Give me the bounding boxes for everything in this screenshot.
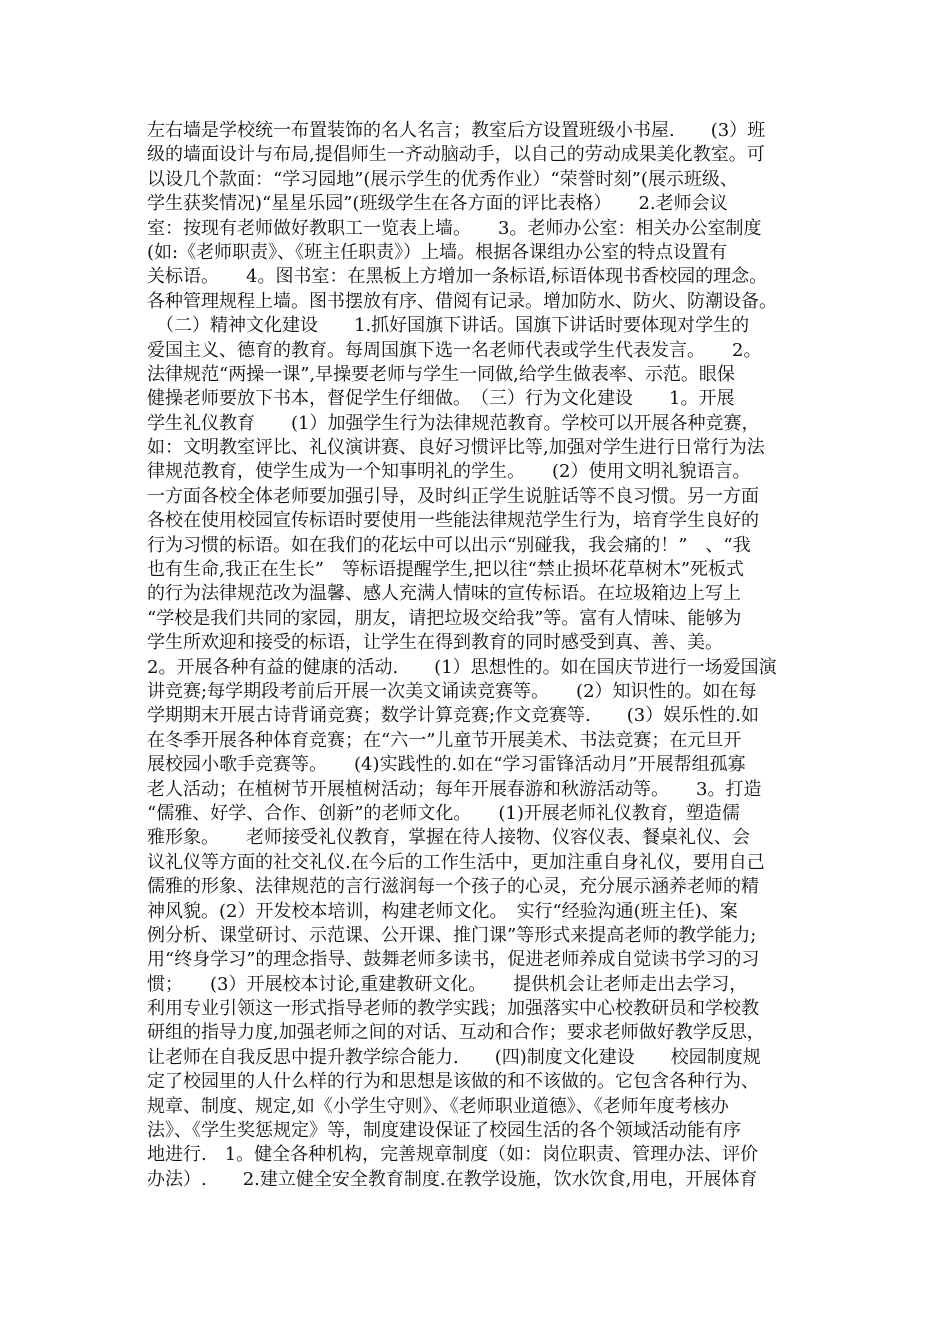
text-line: （二）精神文化建设 1.抓好国旗下讲话。国旗下讲话时要体现对学生的 (147, 315, 750, 337)
text-line: 行为习惯的标语。如在我们的花坛中可以出示“别碰我，我会痛的！” 、“我 (147, 534, 751, 556)
text-line: (如:《老师职责》、《班主任职责》）上墙。根据各课组办公室的特点设置有 (147, 241, 728, 263)
text-line: 讲竞赛;每学期段考前后开展一次美文诵读竞赛等。 (2）知识性的。如在每 (147, 680, 757, 702)
text-line: 儒雅的形象、法律规范的言行滋润每一个孩子的心灵，充分展示涵养老师的精 (147, 876, 759, 898)
text-line: 爱国主义、德育的教育。每周国旗下选一名老师代表或学生代表发言。 2。 (147, 339, 762, 361)
text-line: 学生礼仪教育 (1）加强学生行为法律规范教育。学校可以开展各种竞赛， (147, 412, 760, 434)
text-line: 法律规范“两操一课”,早操要老师与学生一同做,给学生做表率、示范。眼保 (147, 363, 735, 385)
text-line: 一方面各校全体老师要加强引导，及时纠正学生说脏话等不良习惯。另一方面 (147, 485, 759, 507)
text-line: 左右墙是学校统一布置装饰的名人名言；教室后方设置班级小书屋. (3）班 (147, 120, 766, 141)
text-line: 各校在使用校园宣传标语时要使用一些能法律规范学生行为，培育学生良好的 (147, 510, 759, 532)
text-line: 地进行. 1。健全各种机构，完善规章制度（如：岗位职责、管理办法、评价 (147, 1144, 759, 1166)
text-line: 各种管理规程上墙。图书摆放有序、借阅有记录。增加防水、防火、防潮设备。 (147, 290, 777, 312)
text-line: 展校园小歌手竞赛等。 (4)实践性的.如在“学习雷锋活动月”开展帮组孤寡 (147, 754, 746, 776)
text-line: 学生所欢迎和接受的标语，让学生在得到教育的同时感受到真、善、美。 (147, 632, 723, 654)
text-line: 定了校园里的人什么样的行为和思想是该做的和不该做的。它包含各种行为、 (147, 1071, 759, 1093)
text-line: 用“终身学习”的理念指导、鼓舞老师多读书，促进老师养成自觉读书学习的习 (147, 949, 760, 971)
text-line: 以设几个款面：“学习园地”(展示学生的优秀作业）“荣誉时刻”(展示班级、 (147, 168, 738, 190)
text-line: 健操老师要放下书本，督促学生仔细做。 （三）行为文化建设 1。开展 (147, 388, 735, 410)
text-line: 让老师在自我反思中提升教学综合能力. (四)制度文化建设 校园制度规 (147, 1046, 761, 1068)
text-line: 利用专业引领这一形式指导老师的教学实践；加强落实中心校教研员和学校教 (147, 998, 759, 1020)
text-line: 例分析、课堂研讨、示范课、公开课、推门课”等形式来提高老师的教学能力; (147, 924, 757, 946)
body-text (147, 119, 827, 1192)
text-line: 律规范教育，使学生成为一个知事明礼的学生。 (2）使用文明礼貌语言。 (147, 461, 751, 483)
text-line: 2。开展各种有益的健康的活动. (1）思想性的。如在国庆节进行一场爱国演 (147, 656, 777, 678)
text-line: 学生获奖情况)“星星乐园”(班级学生在各方面的评比表格） 2.老师会议 (147, 193, 728, 215)
text-line: 雅形象。 老师接受礼仪教育，掌握在待人接物、仪容仪表、餐桌礼仪、会 (147, 827, 750, 849)
text-line: 办法）. 2.建立健全安全教育制度.在教学设施，饮水饮食,用电，开展体育 (147, 1168, 758, 1190)
text-line: 关标语。 4。图书室：在黑板上方增加一条标语,标语体现书香校园的理念。 (147, 266, 768, 288)
text-line: “学校是我们共同的家园，朋友，请把垃圾交给我”等。富有人情味、能够为 (147, 607, 742, 629)
text-line: 在冬季开展各种体育竞赛；在“六一”儿童节开展美术、书法竞赛；在元旦开 (147, 729, 742, 751)
text-line: 神风貌。(2）开发校本培训，构建老师文化。 实行“经验沟通(班主任)、案 (147, 900, 738, 922)
text-line: 的行为法律规范改为温馨、感人充满人情味的宣传标语。在垃圾箱边上写上 (147, 583, 741, 605)
text-line: 惯； (3）开展校本讨论,重建教研文化。 提供机会让老师走出去学习， (147, 973, 748, 995)
text-line: 室：按现有老师做好教职工一览表上墙。 3。老师办公室：相关办公室制度 (147, 217, 762, 239)
text-line: 法》、《学生奖惩规定》等，制度建设保证了校园生活的各个领域活动能有序 (147, 1120, 741, 1142)
text-line: 也有生命,我正在生长” 等标语提醒学生,把以往“禁止损坏花草树木”死板式 (147, 559, 745, 581)
text-line: 学期期末开展古诗背诵竞赛；数学计算竞赛;作文竞赛等. (3）娱乐性的.如 (147, 705, 759, 727)
text-line: 老人活动；在植树节开展植树活动；每年开展春游和秋游活动等。 3。打造 (147, 778, 762, 800)
text-line: 议礼仪等方面的社交礼仪.在今后的工作生活中，更加注重自身礼仪，要用自己 (147, 851, 765, 873)
text-line: 级的墙面设计与布局,提倡师生一齐动脑动手，以自己的劳动成果美化教室。可 (147, 144, 765, 166)
text-line: “儒雅、好学、合作、创新”的老师文化。 (1)开展老师礼仪教育，塑造儒 (147, 802, 740, 824)
text-line: 研组的指导力度,加强老师之间的对话、互动和合作；要求老师做好教学反思， (147, 1022, 765, 1044)
text-line: 规章、制度、规定,如《小学生守则》、《老师职业道德》、《老师年度考核办 (147, 1095, 729, 1117)
text-line: 如：文明教室评比、礼仪演讲赛、良好习惯评比等,加强对学生进行日常行为法 (147, 437, 765, 459)
